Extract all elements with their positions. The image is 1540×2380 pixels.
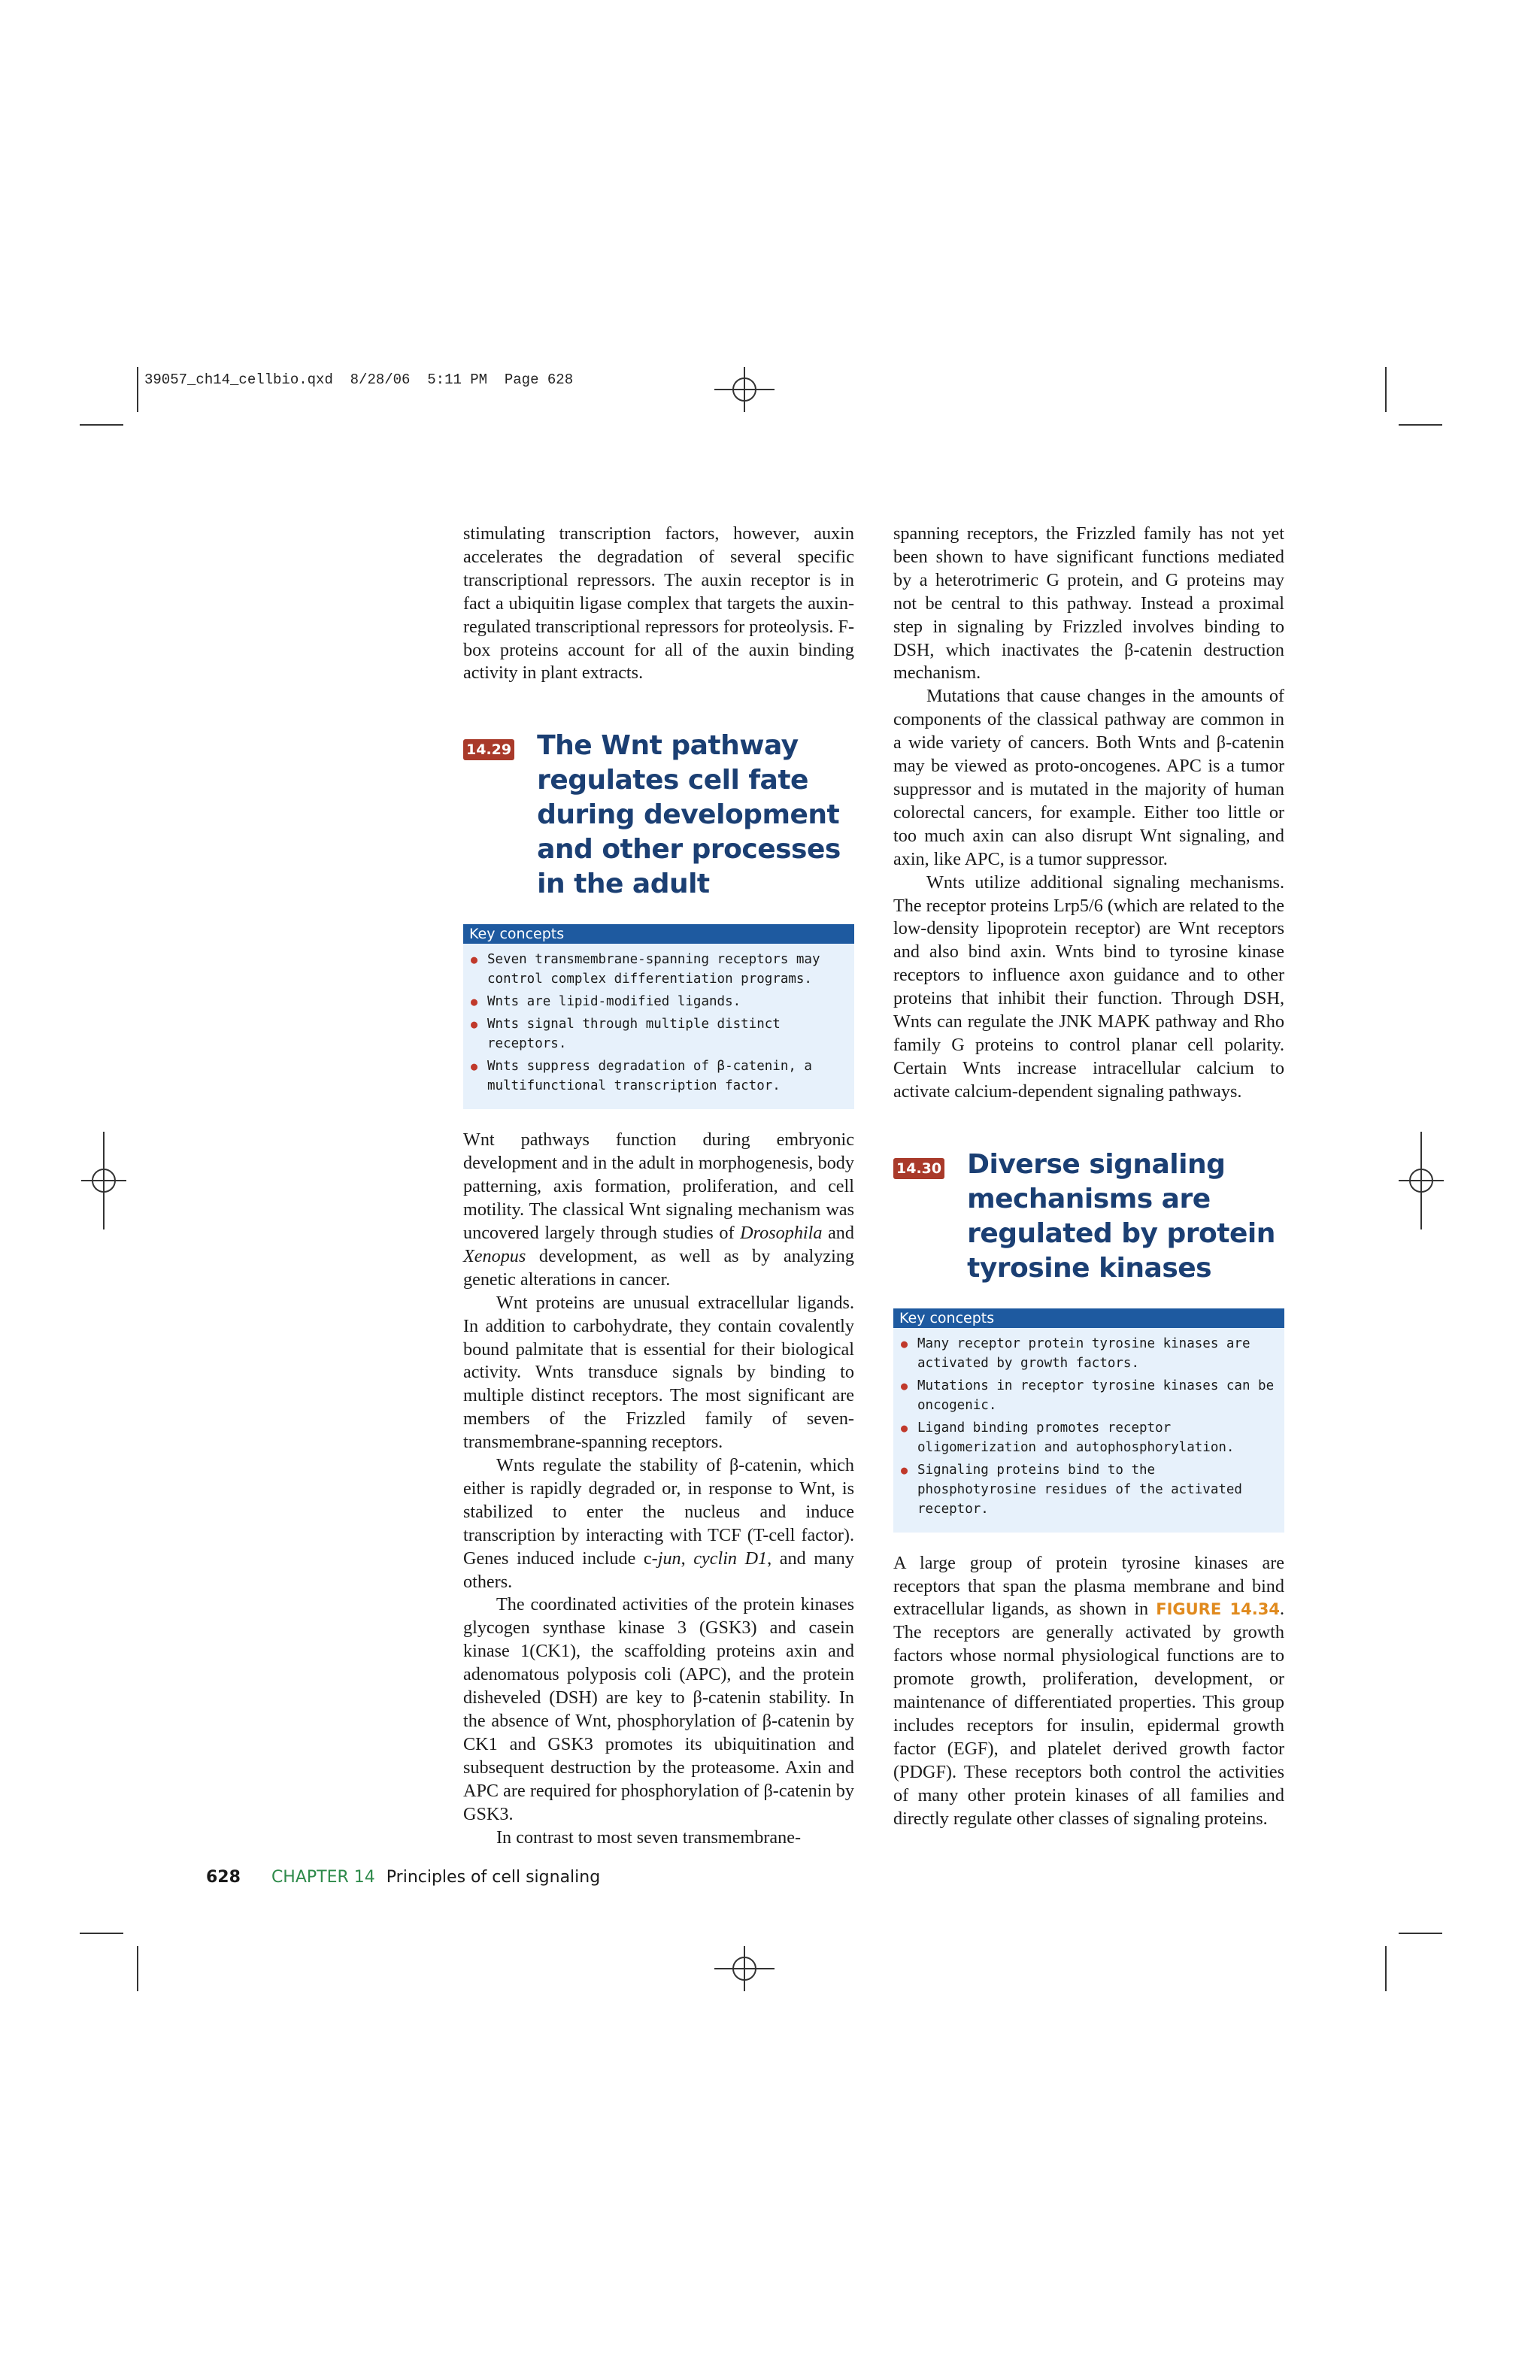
paragraph-frizzled: spanning receptors, the Frizzled family has not yet been shown to have significant functions mediated by a heterotrimeric G protein, and G proteins may not be central to this pathway. Instead a proximal step in signaling by Frizzled involves binding to DSH, which inactivates the β-catenin destruction mechanism.: [893, 523, 1284, 684]
crop-mark: [1399, 1933, 1442, 1934]
key-concepts-label: Key concepts: [893, 1308, 1284, 1328]
crop-mark: [137, 1946, 138, 1991]
key-concept-item: ● Wnts signal through multiple distinct receptors.: [471, 1014, 847, 1054]
key-concept-item: ● Many receptor protein tyrosine kinases are activated by growth factors.: [901, 1334, 1277, 1373]
paragraph-wnt-proteins: Wnt proteins are unusual extracellular ligands. In addition to carbohydrate, they contain covalently bound palmitate that is essential for their biological activity. Wnts transduce signals by binding to multiple distinct receptors. The most significant are members of the Frizzled family of seven-transmembrane-spanning receptors.: [463, 1292, 854, 1453]
crop-mark: [1399, 424, 1442, 426]
key-concept-item: ● Seven transmembrane-spanning receptors may control complex differentiation programs.: [471, 950, 847, 989]
paragraph-kinases: The coordinated activities of the protein kinases glycogen synthase kinase 3 (GSK3) and casein kinase 1(CK1), the scaffolding proteins axin and adenomatous polyposis coli (APC), and the protein disheveled (DSH) are key to β-catenin stability. In the absence of Wnt, phosphorylation of β-catenin by CK1 and GSK3 promotes its ubiquitination and subsequent destruction by the proteasome. Axin and APC are required for phosphorylation of β-catenin by GSK3.: [463, 1594, 854, 1824]
left-column: [463, 523, 854, 1849]
paragraph-contrast: In contrast to most seven transmembrane-: [496, 1827, 802, 1848]
registration-mark-icon: [714, 1946, 775, 1991]
paragraph-auxin: stimulating transcription factors, however, auxin accelerates the degradation of several specific transcriptional repressors. The auxin receptor is in fact a ubiquitin ligase complex that targets the auxin-regulated transcriptional repressors for proteolysis. F-box proteins account for all of the auxin binding activity in plant extracts.: [463, 523, 854, 684]
crop-mark: [1385, 367, 1387, 412]
paragraph-beta-catenin: Wnts regulate the stability of β-catenin, which either is rapidly degraded or, in response to Wnt, is stabilized to enter the nucleus and induce transcription by interacting with TCF (T-cell factor). Genes induced include c-jun, cyclin D1, and many others.: [463, 1455, 854, 1592]
figure-reference-link[interactable]: FIGURE 14.34: [1156, 1600, 1280, 1619]
print-slug: 39057_ch14_cellbio.qxd 8/28/06 5:11 PM Page 628: [144, 371, 574, 388]
paragraph-wnt-pathways: Wnt pathways function during embryonic development and in the adult in morphogenesis, body patterning, axis formation, proliferation, and cell motility. The classical Wnt signaling mechanism was uncovered largely through studies of Drosophila and Xenopus development, as well as by analyzing genetic alterations in cancer.: [463, 1129, 854, 1290]
chapter-label: CHAPTER 14: [271, 1868, 375, 1887]
registration-mark-icon: [714, 367, 775, 412]
paragraph-tyrosine-kinases: A large group of protein tyrosine kinases are receptors that span the plasma membrane and bind extracellular ligands, as shown in FIGURE 14.34. The receptors are generally activated by growth factors whose normal physiological functions are to promote growth, proliferation, development, or maintenance of differentiated properties. This group includes receptors for insulin, epidermal growth factor (EGF), and platelet derived growth factor (PDGF). These receptors both control the activities of many other protein kinases of all families and directly regulate other classes of signaling proteins.: [893, 1552, 1284, 1829]
chapter-title: Principles of cell signaling: [386, 1868, 601, 1887]
crop-mark: [80, 1933, 123, 1934]
registration-mark-icon: [1399, 1132, 1444, 1229]
section-title: The Wnt pathway regulates cell fate during development and other processes in the adult: [537, 730, 841, 900]
section-number-badge: 14.29: [463, 739, 514, 760]
key-concept-item: ● Wnts are lipid-modified ligands.: [471, 992, 847, 1011]
crop-mark: [80, 424, 123, 426]
key-concepts-list: [463, 944, 854, 1096]
crop-mark: [137, 367, 138, 412]
key-concept-item: ● Signaling proteins bind to the phosphotyrosine residues of the activated receptor.: [901, 1460, 1277, 1519]
section-title: Diverse signaling mechanisms are regulated by protein tyrosine kinases: [967, 1148, 1275, 1284]
page-footer: [206, 1868, 600, 1887]
paragraph-additional-mechanisms: Wnts utilize additional signaling mechanisms. The receptor proteins Lrp5/6 (which are related to the low-density lipoprotein receptor) are Wnt receptors and also bind axin. Wnts bind to tyrosine kinase receptors to influence axon guidance and to other proteins that inhibit their function. Through DSH, Wnts can regulate the JNK MAPK pathway and Rho family G proteins to control planar cell polarity. Certain Wnts increase intracellular calcium to activate calcium-dependent signaling pathways.: [893, 872, 1284, 1102]
key-concepts-list: [893, 1328, 1284, 1519]
right-column: [893, 523, 1284, 1831]
paragraph-mutations: Mutations that cause changes in the amounts of components of the classical pathway are common in a wide variety of cancers. Both Wnts and β-catenin may be viewed as proto-oncogenes. APC is a tumor suppressor and is mutated in the majority of human colorectal cancers, for example. Either too little or too much axin can also disrupt Wnt signaling, and axin, like APC, is a tumor suppressor.: [893, 686, 1284, 869]
registration-mark-icon: [81, 1132, 126, 1229]
section-heading-14-29: [463, 729, 854, 902]
key-concepts-box: [893, 1308, 1284, 1533]
section-heading-14-30: [893, 1148, 1284, 1286]
key-concept-item: ● Ligand binding promotes receptor oligomerization and autophosphorylation.: [901, 1418, 1277, 1457]
key-concept-item: ● Wnts suppress degradation of β-catenin, a multifunctional transcription factor.: [471, 1057, 847, 1096]
crop-mark: [1385, 1946, 1387, 1991]
key-concepts-label: Key concepts: [463, 924, 854, 944]
key-concept-item: ● Mutations in receptor tyrosine kinases can be oncogenic.: [901, 1376, 1277, 1415]
page-number: 628: [206, 1868, 241, 1887]
key-concepts-box: [463, 924, 854, 1109]
section-number-badge: 14.30: [893, 1158, 944, 1179]
